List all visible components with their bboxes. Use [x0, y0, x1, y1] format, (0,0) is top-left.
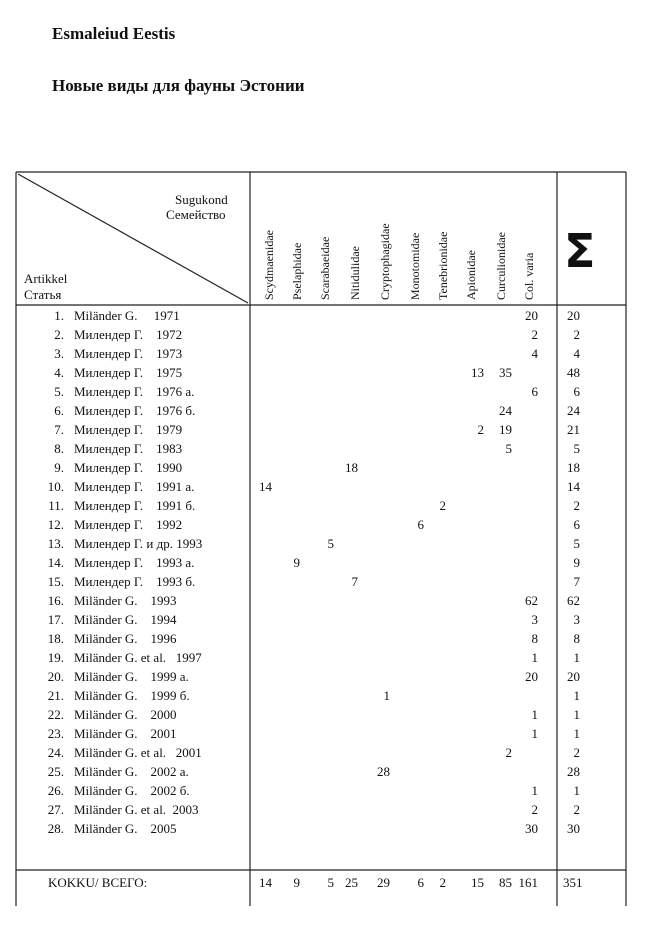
row-sum: 3 — [573, 612, 580, 627]
article-name: Miländer G. 2000 — [74, 707, 177, 722]
article-name: Милендер Г. 1972 — [74, 327, 183, 342]
table-row — [0, 707, 650, 726]
row-number: 21. — [47, 688, 64, 703]
article-name: Miländer G. 1971 — [74, 308, 180, 323]
row-number: 8. — [54, 441, 64, 456]
table-row — [0, 821, 650, 840]
article-name: Miländer G. et al. 1997 — [74, 650, 202, 665]
article-name: Miländer G. et al. 2003 — [74, 802, 199, 817]
article-name: Miländer G. 2005 — [74, 821, 177, 836]
table-row — [0, 783, 650, 802]
table-row — [0, 365, 650, 384]
table-row — [0, 745, 650, 764]
row-number: 9. — [54, 460, 64, 475]
count-cell: 35 — [499, 365, 512, 380]
family-header: Scydmaenidae — [262, 230, 276, 300]
row-sum: 21 — [567, 422, 580, 437]
count-cell: 2 — [531, 327, 538, 342]
row-number: 27. — [47, 802, 64, 817]
table-row — [0, 384, 650, 403]
family-header: Tenebrionidae — [436, 231, 450, 300]
row-sum: 5 — [573, 441, 580, 456]
row-number: 18. — [47, 631, 64, 646]
row-number: 6. — [54, 403, 64, 418]
row-sum: 5 — [573, 536, 580, 551]
row-sum: 30 — [567, 821, 580, 836]
count-cell: 3 — [531, 612, 538, 627]
count-cell: 13 — [471, 365, 484, 380]
count-cell: 7 — [351, 574, 358, 589]
article-name: Милендер Г. 1990 — [74, 460, 183, 475]
article-name: Милендер Г. 1991 б. — [74, 498, 196, 513]
row-sum: 2 — [573, 498, 580, 513]
article-name: Милендер Г. 1993 б. — [74, 574, 196, 589]
row-number: 4. — [54, 365, 64, 380]
count-cell: 2 — [439, 498, 446, 513]
table-row — [0, 308, 650, 327]
article-name: Милендер Г. 1976 а. — [74, 384, 195, 399]
table-row — [0, 441, 650, 460]
sum-column-header: Σ — [564, 224, 596, 278]
total-cell: 29 — [377, 875, 390, 890]
table-row — [0, 555, 650, 574]
row-sum: 24 — [567, 403, 580, 418]
table-row — [0, 346, 650, 365]
count-cell: 14 — [259, 479, 272, 494]
row-number: 13. — [47, 536, 64, 551]
totals-label: KOKKU/ ВСЕГО: — [48, 875, 148, 890]
count-cell: 20 — [525, 308, 538, 323]
total-cell: 85 — [499, 875, 512, 890]
row-number: 22. — [47, 707, 64, 722]
row-sum: 2 — [573, 327, 580, 342]
article-name: Милендер Г. 1979 — [74, 422, 183, 437]
table-row — [0, 460, 650, 479]
table-row — [0, 802, 650, 821]
count-cell: 8 — [531, 631, 538, 646]
family-header: Nitidulidae — [348, 246, 362, 300]
total-cell: 15 — [471, 875, 484, 890]
article-name: Милендер Г. 1993 а. — [74, 555, 195, 570]
count-cell: 2 — [505, 745, 512, 760]
article-name: Miländer G. 2001 — [74, 726, 177, 741]
article-name: Милендер Г. 1976 б. — [74, 403, 196, 418]
count-cell: 5 — [327, 536, 334, 551]
article-name: Miländer G. 1999 a. — [74, 669, 189, 684]
count-cell: 2 — [477, 422, 484, 437]
family-header: Curculionidae — [494, 232, 508, 300]
article-name: Милендер Г. 1975 — [74, 365, 183, 380]
count-cell: 9 — [293, 555, 300, 570]
count-cell: 4 — [531, 346, 538, 361]
family-label-et: Sugukond — [175, 192, 228, 207]
row-number: 14. — [47, 555, 64, 570]
article-name: Милендер Г. 1973 — [74, 346, 183, 361]
table-row — [0, 688, 650, 707]
table-row — [0, 422, 650, 441]
row-sum: 48 — [567, 365, 580, 380]
article-name: Miländer G. 1993 — [74, 593, 177, 608]
table-row — [0, 498, 650, 517]
row-number: 2. — [54, 327, 64, 342]
article-label-et: Artikkel — [24, 271, 68, 286]
count-cell: 28 — [377, 764, 390, 779]
row-number: 20. — [47, 669, 64, 684]
row-number: 7. — [54, 422, 64, 437]
count-cell: 1 — [531, 707, 538, 722]
family-header: Col. varia — [522, 252, 536, 300]
count-cell: 6 — [417, 517, 424, 532]
table-row — [0, 631, 650, 650]
article-name: Милендер Г. 1983 — [74, 441, 183, 456]
count-cell: 20 — [525, 669, 538, 684]
count-cell: 5 — [505, 441, 512, 456]
row-sum: 14 — [567, 479, 580, 494]
row-sum: 20 — [567, 669, 580, 684]
family-header: Scarabaeidae — [318, 236, 332, 300]
row-sum: 62 — [567, 593, 580, 608]
row-number: 23. — [47, 726, 64, 741]
table-row — [0, 517, 650, 536]
count-cell: 1 — [531, 650, 538, 665]
row-number: 12. — [47, 517, 64, 532]
article-name: Miländer G. 1999 б. — [74, 688, 190, 703]
table-row — [0, 593, 650, 612]
row-sum: 2 — [573, 745, 580, 760]
row-sum: 18 — [567, 460, 580, 475]
row-sum: 6 — [573, 517, 580, 532]
row-sum: 2 — [573, 802, 580, 817]
article-label-ru: Статья — [24, 287, 62, 302]
family-header: Monotomidae — [408, 232, 422, 300]
row-sum: 7 — [573, 574, 580, 589]
totals-row — [0, 875, 650, 894]
page-subtitle: Новые виды для фауны Эстонии — [52, 76, 305, 95]
total-cell: 14 — [259, 875, 272, 890]
table-row — [0, 764, 650, 783]
row-number: 1. — [54, 308, 64, 323]
article-name: Miländer G. 1994 — [74, 612, 177, 627]
count-cell: 19 — [499, 422, 512, 437]
article-name: Miländer G. et al. 2001 — [74, 745, 202, 760]
row-sum: 1 — [573, 650, 580, 665]
article-name: Miländer G. 2002 б. — [74, 783, 190, 798]
count-cell: 30 — [525, 821, 538, 836]
family-header: Pselaphidae — [290, 242, 304, 300]
count-cell: 1 — [383, 688, 390, 703]
row-number: 19. — [47, 650, 64, 665]
count-cell: 62 — [525, 593, 538, 608]
row-sum: 1 — [573, 707, 580, 722]
count-cell: 2 — [531, 802, 538, 817]
row-sum: 4 — [573, 346, 580, 361]
row-number: 10. — [47, 479, 64, 494]
article-name: Милендер Г. 1991 а. — [74, 479, 195, 494]
page-title: Esmaleiud Eestis — [52, 24, 176, 43]
row-number: 3. — [54, 346, 64, 361]
article-name: Милендер Г. 1992 — [74, 517, 183, 532]
count-cell: 1 — [531, 726, 538, 741]
family-label-ru: Семейство — [166, 207, 226, 222]
row-number: 28. — [47, 821, 64, 836]
row-sum: 28 — [567, 764, 580, 779]
row-number: 16. — [47, 593, 64, 608]
table-row — [0, 650, 650, 669]
family-header: Apionidae — [464, 250, 478, 300]
row-sum: 8 — [573, 631, 580, 646]
count-cell: 1 — [531, 783, 538, 798]
total-cell: 2 — [439, 875, 446, 890]
table-row — [0, 669, 650, 688]
row-number: 17. — [47, 612, 64, 627]
table-row — [0, 327, 650, 346]
row-sum: 9 — [573, 555, 580, 570]
table-row — [0, 726, 650, 745]
table-row — [0, 479, 650, 498]
grand-total: 351 — [563, 875, 583, 890]
row-number: 15. — [47, 574, 64, 589]
table-row — [0, 612, 650, 631]
total-cell: 9 — [293, 875, 300, 890]
article-name: Милендер Г. и др. 1993 — [74, 536, 203, 551]
row-number: 25. — [47, 764, 64, 779]
table-row — [0, 574, 650, 593]
row-number: 11. — [48, 498, 64, 513]
row-sum: 1 — [573, 726, 580, 741]
total-cell: 6 — [417, 875, 424, 890]
count-cell: 24 — [499, 403, 512, 418]
table-row — [0, 403, 650, 422]
family-header: Cryptophagidae — [378, 223, 392, 300]
total-cell: 161 — [518, 875, 538, 890]
article-name: Miländer G. 1996 — [74, 631, 177, 646]
row-sum: 20 — [567, 308, 580, 323]
table-row — [0, 536, 650, 555]
row-sum: 6 — [573, 384, 580, 399]
row-number: 24. — [47, 745, 64, 760]
row-sum: 1 — [573, 688, 580, 703]
article-name: Miländer G. 2002 a. — [74, 764, 189, 779]
row-sum: 1 — [573, 783, 580, 798]
count-cell: 6 — [531, 384, 538, 399]
total-cell: 25 — [345, 875, 358, 890]
count-cell: 18 — [345, 460, 358, 475]
row-number: 26. — [47, 783, 64, 798]
row-number: 5. — [54, 384, 64, 399]
total-cell: 5 — [327, 875, 334, 890]
